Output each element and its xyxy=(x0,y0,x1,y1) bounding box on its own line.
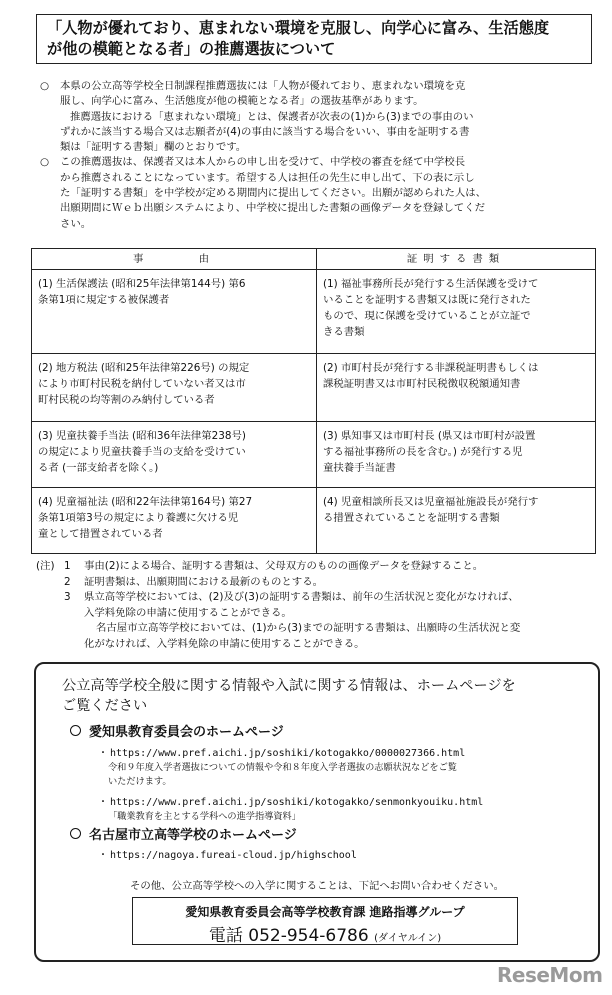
intro-p2-line: から推薦されることになっています。希望する人は担任の先生に申し出て、下の表に示し xyxy=(60,171,475,184)
notes-section xyxy=(36,559,606,653)
info-title-line: ご覧ください xyxy=(62,698,148,714)
bullet-dot: ・ xyxy=(98,748,108,759)
intro-p2-line: た「証明する書類」を中学校が定める期間内に提出してください。出願が認められた人は、 xyxy=(60,187,487,200)
document-cell xyxy=(317,422,596,488)
reason-cell xyxy=(32,270,317,354)
note-text: 事由(2)による場合、証明する書類は、父母双方のものの画像データを登録すること。 xyxy=(84,560,484,572)
cell-text: の規定により児童扶養手当の支給を受けてい xyxy=(38,446,246,458)
note-3 xyxy=(36,590,606,606)
info-title-line: 公立高等学校全般に関する情報や入試に関する情報は、ホームページを xyxy=(62,678,516,694)
cell-text: (1) 生活保護法 (昭和25年法律第144号) 第6 xyxy=(38,278,246,290)
phone-note: (ダイヤルイン) xyxy=(374,933,442,944)
reasons-table xyxy=(31,248,596,554)
header-document: 証明する書類 xyxy=(317,249,596,270)
reason-cell xyxy=(32,354,317,422)
note-text: 県立高等学校においては、(2)及び(3)の証明する書類は、前年の生活状況と変化がなければ、 xyxy=(84,591,519,604)
note-text: 名古屋市立高等学校においては、(1)から(3)までの証明する書類は、出願時の生活状況と変 xyxy=(96,622,521,635)
document-cell xyxy=(317,270,596,354)
note-number: 2 xyxy=(64,575,71,588)
org-aichi-heading xyxy=(70,721,284,740)
url-description: 令和９年度入学者選抜についての情報や令和８年度入学者選抜の志願状況などをご覧 xyxy=(108,762,457,773)
cell-text: (3) 県知事又は市町村長 (県又は市町村が設置 xyxy=(323,430,536,442)
intro-paragraph-1 xyxy=(38,79,598,155)
cell-text: 条第1項第3号の規定により養護に欠ける児 xyxy=(38,512,239,524)
cell-text: (2) 市町村長が発行する非課税証明書もしくは xyxy=(323,362,539,374)
note-number: 3 xyxy=(64,591,71,604)
cell-text: 童として措置されている者 xyxy=(38,528,163,540)
url-description: いただけます。 xyxy=(108,776,172,787)
cell-text: 課税証明書又は市町村民税徴収税額通知書 xyxy=(323,378,521,390)
table-row xyxy=(32,270,596,354)
note-text: 入学料免除の申請に使用することができる。 xyxy=(84,606,292,619)
contact-box xyxy=(132,897,518,945)
cell-text: もので、現に保護を受けていることが立証で xyxy=(323,310,531,322)
cell-text: る措置されていることを証明する書類 xyxy=(323,512,500,524)
document-cell xyxy=(317,488,596,554)
contact-department: 愛知県教育委員会高等学校教育課 進路指導グループ xyxy=(185,905,465,919)
cell-text: する福祉事務所の長を含む。) が発行する児 xyxy=(323,446,523,458)
cell-text: (3) 児童扶養手当法 (昭和36年法律第238号) xyxy=(38,430,246,442)
phone-label: 電話 xyxy=(208,926,243,946)
note-text: 証明書類は、出願期間における最新のものとする。 xyxy=(84,575,323,588)
intro-paragraph-2 xyxy=(38,155,598,231)
circle-bullet-icon: ○ xyxy=(40,156,50,169)
url-aichi-senmon[interactable] xyxy=(98,793,483,808)
url-nagoya[interactable] xyxy=(98,846,357,861)
table-row xyxy=(32,422,596,488)
phone-number: 052-954-6786 xyxy=(248,926,369,946)
title-line-1: 「人物が優れており、恵まれない環境を克服し、向学心に富み、生活態度 xyxy=(47,19,550,37)
intro-p2-line: さい。 xyxy=(60,217,92,230)
note-text: 化がなければ、入学料免除の申請に使用することができる。 xyxy=(84,637,365,650)
url-text[interactable]: https://nagoya.fureai-cloud.jp/highschool xyxy=(110,850,357,861)
intro-p1-line: 類は「証明する書類」欄のとおりです。 xyxy=(60,141,247,154)
org-nagoya-heading xyxy=(70,824,297,843)
intro-p2-line: 出願期間にＷｅｂ出願システムにより、中学校に提出した書類の画像データを登録してくだ xyxy=(60,202,485,215)
intro-p1-line: 本県の公立高等学校全日制課程推薦選抜には「人物が優れており、恵まれない環境を克 xyxy=(60,80,466,92)
bullet-dot: ・ xyxy=(98,797,108,808)
note-1 xyxy=(36,559,606,575)
url-aichi-kotogakko[interactable] xyxy=(98,744,465,759)
cell-text: (4) 児童福祉法 (昭和22年法律第164号) 第27 xyxy=(38,496,253,508)
intro-section xyxy=(38,79,598,232)
cell-text: (4) 児童相談所長又は児童福祉施設長が発行す xyxy=(323,496,539,508)
title-line-2: が他の模範となる者」の推薦選抜について xyxy=(47,40,336,58)
intro-p1-line: 服し、向学心に富み、生活態度が他の模範となる者」の選抜基準があります。 xyxy=(60,95,424,108)
cell-text: る者 (一部支給者を除く。) xyxy=(38,462,159,474)
circle-bullet-icon: ○ xyxy=(40,80,50,92)
circle-bullet-icon xyxy=(70,725,81,736)
url-text[interactable]: https://www.pref.aichi.jp/soshiki/kotogakko/senmonkyouiku.html xyxy=(110,797,484,808)
reason-cell xyxy=(32,488,317,554)
info-title xyxy=(62,676,582,716)
intro-p2-line: この推薦選抜は、保護者又は本人からの申し出を受けて、中学校の審査を経て中学校長 xyxy=(60,156,466,169)
cell-text: いることを証明する書類又は既に発行された xyxy=(323,294,531,306)
cell-text: 条第1項に規定する被保護者 xyxy=(38,294,170,306)
url-description: 「職業教育を主とする学科への進学指導資料」 xyxy=(108,811,301,822)
header-reason: 事 由 xyxy=(32,249,317,270)
cell-text: きる書類 xyxy=(323,326,365,338)
notes-lead: (注) xyxy=(36,560,55,572)
org-name: 名古屋市立高等学校のホームページ xyxy=(89,828,297,843)
bullet-dot: ・ xyxy=(98,850,108,861)
document-cell xyxy=(317,354,596,422)
note-number: 1 xyxy=(64,560,71,572)
cell-text: (1) 福祉事務所長が発行する生活保護を受けて xyxy=(323,278,539,290)
cell-text: 童扶養手当証書 xyxy=(323,462,396,474)
circle-bullet-icon xyxy=(70,828,81,839)
contact-phone xyxy=(133,921,517,946)
intro-p1-line: ずれかに該当する場合又は志願者が(4)の事由に該当する場合をいい、事由を証明する書 xyxy=(60,125,470,138)
cell-text: により市町村民税を納付していない者又は市 xyxy=(38,378,246,390)
cell-text: (2) 地方税法 (昭和25年法律第226号) の規定 xyxy=(38,362,250,374)
table-row xyxy=(32,488,596,554)
contact-lead: その他、公立高等学校への入学に関することは、下記へお問い合わせください。 xyxy=(130,880,505,892)
intro-p1-line: 推薦選抜における「恵まれない環境」とは、保護者が次表の(1)から(3)までの事由のい xyxy=(70,110,474,123)
url-text[interactable]: https://www.pref.aichi.jp/soshiki/kotogakko/0000027366.html xyxy=(110,748,466,759)
title-box xyxy=(36,14,592,64)
table-row xyxy=(32,354,596,422)
note-2 xyxy=(36,575,606,591)
table-header-row xyxy=(32,249,596,270)
cell-text: 町村民税の均等割のみ納付している者 xyxy=(38,394,215,406)
info-box xyxy=(34,662,600,962)
org-name: 愛知県教育委員会のホームページ xyxy=(89,725,284,740)
resemom-logo: ReseMom xyxy=(497,963,603,987)
reason-cell xyxy=(32,422,317,488)
